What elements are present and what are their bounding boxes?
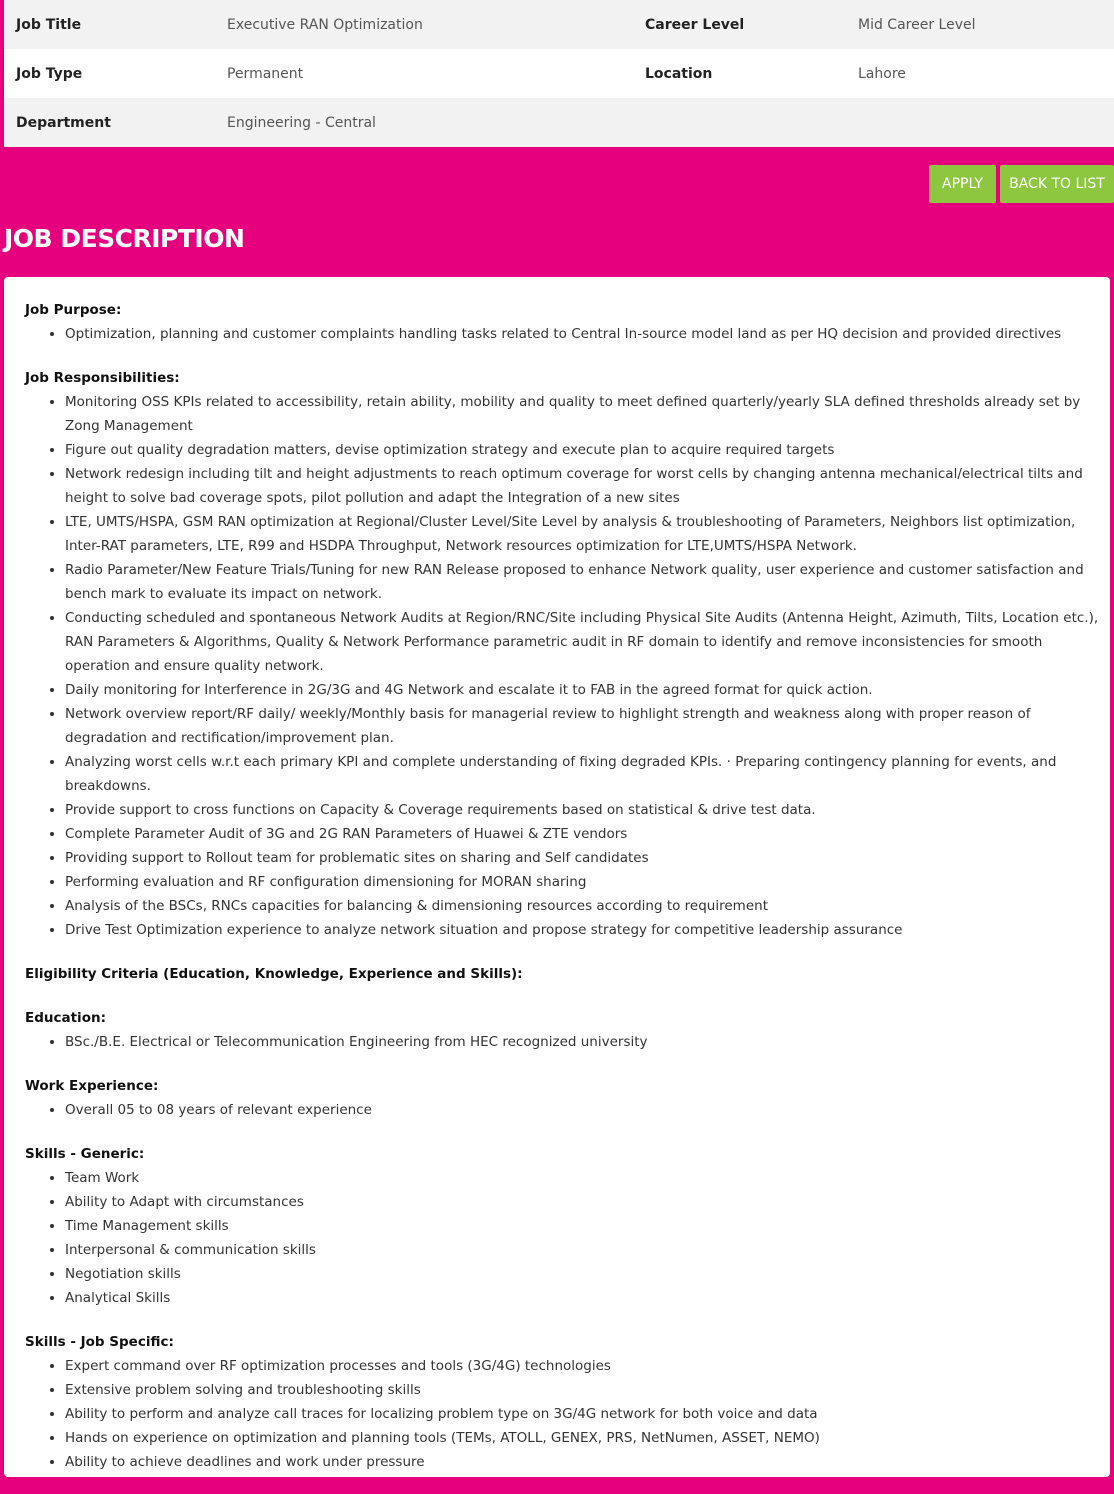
bullet-list [25, 1098, 1100, 1122]
list-item: • Complete Parameter Audit of 3G and 2G RAN Parameters of Huawei & ZTE vendors [65, 822, 1100, 846]
description-section [25, 298, 1100, 346]
description-section [25, 366, 1100, 942]
list-item: • Analysis of the BSCs, RNCs capacities for balancing & dimensioning resources according to requirement [65, 894, 1100, 918]
list-item: • Conducting scheduled and spontaneous Network Audits at Region/RNC/Site including Physical Site Audits (Antenna Height, Azimuth, Tilts, Location etc.), RAN Parameters & Algorithms, Quality & Network Performance parametric audit in RF domain to identify and remove inconsistencies for smooth operation and ensure quality network. [65, 606, 1100, 678]
bullet-list [25, 322, 1100, 346]
department-label: Department [16, 114, 111, 131]
list-item: • Extensive problem solving and troubleshooting skills [65, 1378, 1100, 1402]
section-heading: Job Responsibilities: [25, 370, 180, 386]
description-section [25, 1074, 1100, 1122]
list-item: • Providing support to Rollout team for problematic sites on sharing and Self candidates [65, 846, 1100, 870]
list-item: • Optimization, planning and customer complaints handling tasks related to Central In-source model land as per HQ decision and provided directives [65, 322, 1100, 346]
job-title-label: Job Title [16, 16, 82, 33]
department-value: Engineering - Central [227, 114, 376, 131]
info-row-department [4, 98, 1114, 147]
section-heading: Job Purpose: [25, 302, 122, 318]
career-level-label: Career Level [645, 16, 745, 33]
list-item: • Time Management skills [65, 1214, 1100, 1238]
section-heading: Skills - Generic: [25, 1146, 145, 1162]
list-item: • Drive Test Optimization experience to analyze network situation and propose strategy for competitive leadership assurance [65, 918, 1100, 942]
list-item: • Ability to perform and analyze call traces for localizing problem type on 3G/4G network for both voice and data [65, 1402, 1100, 1426]
list-item: • Provide support to cross functions on Capacity & Coverage requirements based on statistical & drive test data. [65, 798, 1100, 822]
empty-label [633, 98, 846, 147]
list-item: • Network overview report/RF daily/ weekly/Monthly basis for managerial review to highlight strength and weakness along with proper reason of degradation and rectification/improvement plan. [65, 702, 1100, 750]
description-section [25, 1142, 1100, 1310]
list-item: • Expert command over RF optimization processes and tools (3G/4G) technologies [65, 1354, 1100, 1378]
list-item: • LTE, UMTS/HSPA, GSM RAN optimization at Regional/Cluster Level/Site Level by analysis & troubleshooting of Parameters, Neighbors list optimization, Inter-RAT parameters, LTE, R99 and HSDPA Throughput, Network resources optimization for LTE,UMTS/HSPA Network. [65, 510, 1100, 558]
list-item: • Interpersonal & communication skills [65, 1238, 1100, 1262]
apply-button[interactable]: APPLY [929, 165, 996, 203]
list-item: • Performing evaluation and RF configuration dimensioning for MORAN sharing [65, 870, 1100, 894]
bullet-list [25, 390, 1100, 942]
list-item: • Hands on experience on optimization and planning tools (TEMs, ATOLL, GENEX, PRS, NetNumen, ASSET, NEMO) [65, 1426, 1100, 1450]
description-section [25, 1330, 1100, 1474]
description-section [25, 1006, 1100, 1054]
section-heading: Work Experience: [25, 1078, 159, 1094]
job-title-value: Executive RAN Optimization [227, 16, 423, 33]
list-item: • Overall 05 to 08 years of relevant experience [65, 1098, 1100, 1122]
bullet-list [25, 1030, 1100, 1054]
list-item: • Network redesign including tilt and height adjustments to reach optimum coverage for worst cells by changing antenna mechanical/electrical tilts and height to solve bad coverage spots, pilot pollution and adapt the Integration of a new sites [65, 462, 1100, 510]
list-item: • Analytical Skills [65, 1286, 1100, 1310]
list-item: • Monitoring OSS KPIs related to accessibility, retain ability, mobility and quality to meet defined quarterly/yearly SLA defined thresholds already set by Zong Management [65, 390, 1100, 438]
location-label: Location [645, 65, 713, 82]
location-value: Lahore [858, 65, 906, 82]
job-type-label: Job Type [16, 65, 83, 82]
job-description-panel [4, 277, 1110, 1477]
list-item: • Negotiation skills [65, 1262, 1100, 1286]
list-item: • Ability to achieve deadlines and work under pressure [65, 1450, 1100, 1474]
list-item: • BSc./B.E. Electrical or Telecommunication Engineering from HEC recognized university [65, 1030, 1100, 1054]
career-level-value: Mid Career Level [858, 16, 976, 33]
list-item: • Analyzing worst cells w.r.t each primary KPI and complete understanding of fixing degraded KPIs. · Preparing contingency planning for events, and breakdowns. [65, 750, 1100, 798]
job-description-heading: JOB DESCRIPTION [4, 224, 245, 253]
section-heading: Skills - Job Specific: [25, 1334, 174, 1350]
info-row-job-type [4, 49, 1114, 98]
list-item: • Daily monitoring for Interference in 2G/3G and 4G Network and escalate it to FAB in the agreed format for quick action. [65, 678, 1100, 702]
bullet-list [25, 1354, 1100, 1474]
list-item: • Team Work [65, 1166, 1100, 1190]
info-row-job-title [4, 0, 1114, 49]
section-heading: Education: [25, 1010, 106, 1026]
bullet-list [25, 1166, 1100, 1310]
job-info-table [4, 0, 1114, 147]
back-to-list-button[interactable]: BACK TO LIST [1000, 165, 1114, 203]
list-item: • Figure out quality degradation matters, devise optimization strategy and execute plan to acquire required targets [65, 438, 1100, 462]
section-heading: Eligibility Criteria (Education, Knowledge, Experience and Skills): [25, 966, 523, 982]
job-type-value: Permanent [227, 65, 304, 82]
list-item: • Ability to Adapt with circumstances [65, 1190, 1100, 1214]
list-item: • Radio Parameter/New Feature Trials/Tuning for new RAN Release proposed to enhance Network quality, user experience and customer satisfaction and bench mark to evaluate its impact on network. [65, 558, 1100, 606]
empty-value [846, 98, 1114, 147]
description-section [25, 962, 1100, 986]
job-description-content [25, 298, 1100, 1494]
